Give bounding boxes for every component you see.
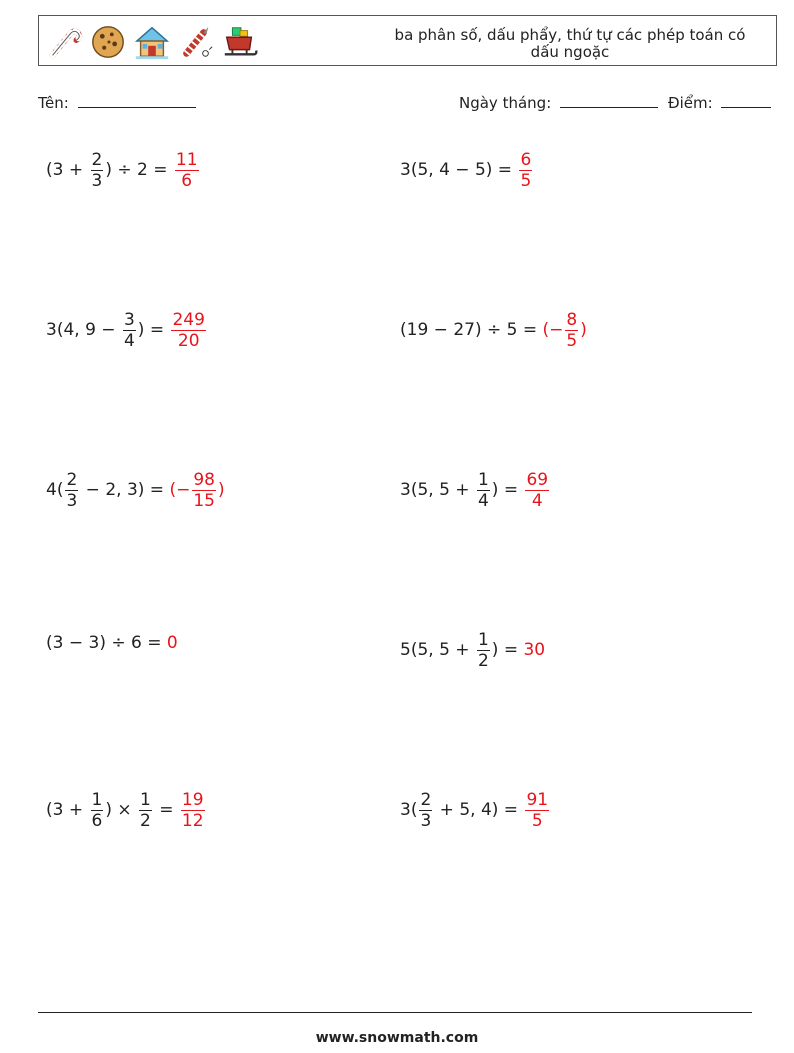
name-field: [38, 93, 196, 112]
expression-text: ) =: [137, 320, 170, 340]
answer-value: 0: [166, 633, 178, 653]
denominator: 2: [477, 650, 489, 671]
score-field: [668, 93, 771, 112]
answer-denominator: 6: [181, 170, 193, 191]
worksheet-title: ba phân số, dấu phẩy, thứ tự các phép toán có dấu ngoặc: [394, 26, 746, 61]
expression-text: ) =: [491, 480, 524, 500]
denominator: 4: [123, 330, 135, 351]
candy-cane-icon: [45, 22, 83, 62]
problem-9: [46, 785, 207, 835]
problem-3: [46, 305, 208, 355]
expression-text: 5(5, 5 +: [400, 640, 475, 660]
answer-fraction: [175, 150, 199, 191]
denominator: 6: [91, 810, 103, 831]
answer-fraction: [192, 470, 216, 511]
fraction: [477, 470, 490, 511]
numerator: 1: [477, 469, 489, 490]
answer-denominator: 5: [566, 330, 578, 351]
answer-paren-open: (−: [169, 480, 191, 500]
denominator: 3: [66, 490, 78, 511]
numerator: 2: [420, 789, 432, 810]
expression-text: 4(: [46, 480, 64, 500]
expression-text: ) =: [491, 640, 524, 660]
fraction: [91, 150, 104, 191]
answer-fraction: [171, 310, 205, 351]
answer-numerator: 19: [181, 789, 204, 810]
answer-paren-close: ): [218, 480, 225, 500]
answer-numerator: 91: [526, 789, 549, 810]
expression-text: + 5, 4) =: [434, 800, 524, 820]
expression-text: (19 − 27) ÷ 5 =: [400, 320, 543, 340]
problem-10: [400, 785, 551, 835]
fraction: [91, 790, 104, 831]
answer-denominator: 4: [531, 490, 543, 511]
answer-denominator: 15: [193, 490, 215, 511]
fraction: [139, 790, 152, 831]
answer-fraction: [519, 150, 532, 191]
fraction: [65, 470, 78, 511]
answer-paren-open: (−: [542, 320, 564, 340]
expression-text: 3(5, 4 − 5) =: [400, 160, 518, 180]
snow-house-icon: [133, 22, 171, 62]
date-label: Ngày tháng:: [459, 94, 552, 112]
answer-denominator: 20: [177, 330, 200, 351]
fraction: [123, 310, 136, 351]
problem-6: [400, 465, 551, 515]
fraction: [477, 630, 490, 671]
expression-text: ) ÷ 2 =: [105, 160, 173, 180]
numerator: 1: [477, 629, 489, 650]
answer-denominator: 5: [520, 170, 532, 191]
problem-5: [46, 465, 225, 515]
footer-url[interactable]: www.snowmath.com: [315, 1030, 479, 1046]
answer-fraction: [525, 790, 549, 831]
footer-divider: [38, 1012, 752, 1013]
date-line[interactable]: [560, 93, 658, 108]
answer-fraction: [525, 470, 549, 511]
expression-text: 3(: [400, 800, 418, 820]
answer-fraction: [565, 310, 578, 351]
sleigh-icon: [221, 22, 259, 62]
answer-denominator: 12: [181, 810, 204, 831]
numerator: 2: [91, 149, 103, 170]
cookie-icon: [89, 22, 127, 62]
expression-text: ) ×: [105, 800, 138, 820]
score-line[interactable]: [721, 93, 771, 108]
problem-1: [46, 145, 201, 195]
answer-fraction: [181, 790, 205, 831]
answer-paren-close: ): [580, 320, 587, 340]
expression-text: =: [153, 800, 179, 820]
fraction: [419, 790, 432, 831]
expression-text: 3(5, 5 +: [400, 480, 475, 500]
name-line[interactable]: [78, 93, 196, 108]
date-field: [459, 93, 658, 112]
denominator: 4: [477, 490, 489, 511]
expression-text: 3(4, 9 −: [46, 320, 121, 340]
answer-numerator: 249: [172, 309, 205, 330]
score-label: Điểm:: [668, 94, 713, 112]
denominator: 2: [140, 810, 151, 831]
expression-text: (3 +: [46, 800, 89, 820]
header-icons: [45, 22, 259, 62]
answer-numerator: 8: [566, 309, 578, 330]
numerator: 3: [123, 309, 135, 330]
answer-value: 30: [523, 640, 546, 660]
expression-text: (3 +: [46, 160, 89, 180]
answer-numerator: 6: [520, 149, 532, 170]
numerator: 2: [66, 469, 78, 490]
expression-text: (3 − 3) ÷ 6 =: [46, 633, 167, 653]
problem-8: [400, 625, 545, 675]
denominator: 3: [420, 810, 432, 831]
problem-2: [400, 145, 534, 195]
numerator: 1: [91, 789, 103, 810]
answer-numerator: 98: [193, 469, 215, 490]
answer-numerator: 11: [175, 149, 198, 170]
firework-rocket-icon: [177, 22, 215, 62]
answer-denominator: 5: [531, 810, 543, 831]
answer-numerator: 69: [526, 469, 549, 490]
expression-text: − 2, 3) =: [80, 480, 170, 500]
name-label: Tên:: [38, 94, 69, 112]
problem-4: [400, 305, 587, 355]
denominator: 3: [91, 170, 103, 191]
worksheet-header: [38, 15, 777, 66]
problem-7: [46, 618, 178, 668]
numerator: 1: [140, 789, 151, 810]
